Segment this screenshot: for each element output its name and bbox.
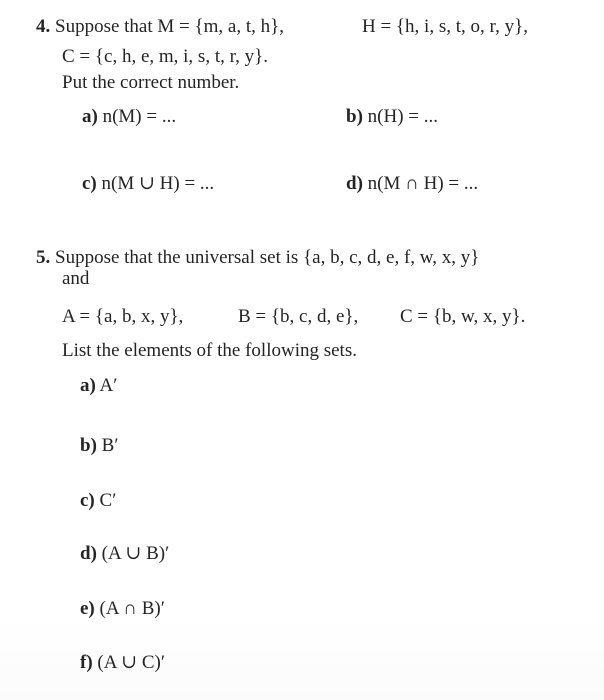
problem-4-instruction: Put the correct number.: [62, 72, 240, 93]
item-label: b): [346, 106, 363, 127]
set-b-definition: B = {b, c, d, e},: [238, 306, 359, 327]
item-expression: n(M ∪ H) = ...: [101, 173, 215, 194]
item-label: a): [80, 375, 96, 396]
problem-5-item-a: [80, 375, 117, 397]
problem-4-item-b: [346, 106, 438, 128]
problem-4-item-d: [346, 173, 478, 195]
item-label: a): [82, 106, 98, 127]
item-label: c): [82, 173, 97, 194]
problem-5-item-e: [80, 598, 165, 620]
problem-4-number: 4.: [36, 16, 51, 37]
item-label: d): [80, 543, 97, 564]
problem-4-line-1: [36, 16, 284, 38]
item-expression: n(H) = ...: [367, 106, 438, 127]
item-label: e): [80, 598, 95, 619]
set-h-definition: H = {h, i, s, t, o, r, y},: [362, 16, 528, 37]
item-label: c): [80, 490, 95, 511]
item-label: d): [346, 173, 363, 194]
item-expression: C′: [99, 490, 117, 511]
problem-5-item-d: [80, 543, 169, 565]
item-expression: (A ∪ C)′: [97, 652, 165, 673]
problem-5-and: and: [62, 268, 90, 289]
item-expression: A′: [99, 375, 118, 396]
problem-5-instruction: List the elements of the following sets.: [62, 340, 357, 361]
universal-set-statement: Suppose that the universal set is {a, b, c, d, e, f, w, x, y}: [55, 247, 480, 268]
problem-5-line-1: [36, 247, 479, 269]
problem-5-item-b: [80, 435, 119, 457]
set-c-definition: C = {c, h, e, m, i, s, t, r, y}.: [62, 46, 269, 67]
problem-5-item-f: [80, 652, 165, 674]
problem-4-item-a: [82, 106, 176, 128]
set-a-definition: A = {a, b, x, y},: [62, 306, 184, 327]
item-label: b): [80, 435, 97, 456]
item-expression: (A ∪ B)′: [101, 543, 170, 564]
item-expression: n(M ∩ H) = ...: [367, 173, 479, 194]
item-expression: n(M) = ...: [102, 106, 177, 127]
item-expression: B′: [101, 435, 119, 456]
item-label: f): [80, 652, 93, 673]
set-m-definition: Suppose that M = {m, a, t, h},: [55, 16, 284, 37]
problem-4-item-c: [82, 173, 214, 195]
problem-5-item-c: [80, 490, 116, 512]
item-expression: (A ∩ B)′: [99, 598, 165, 619]
set-c5-definition: C = {b, w, x, y}.: [400, 306, 526, 327]
problem-5-number: 5.: [36, 247, 51, 268]
